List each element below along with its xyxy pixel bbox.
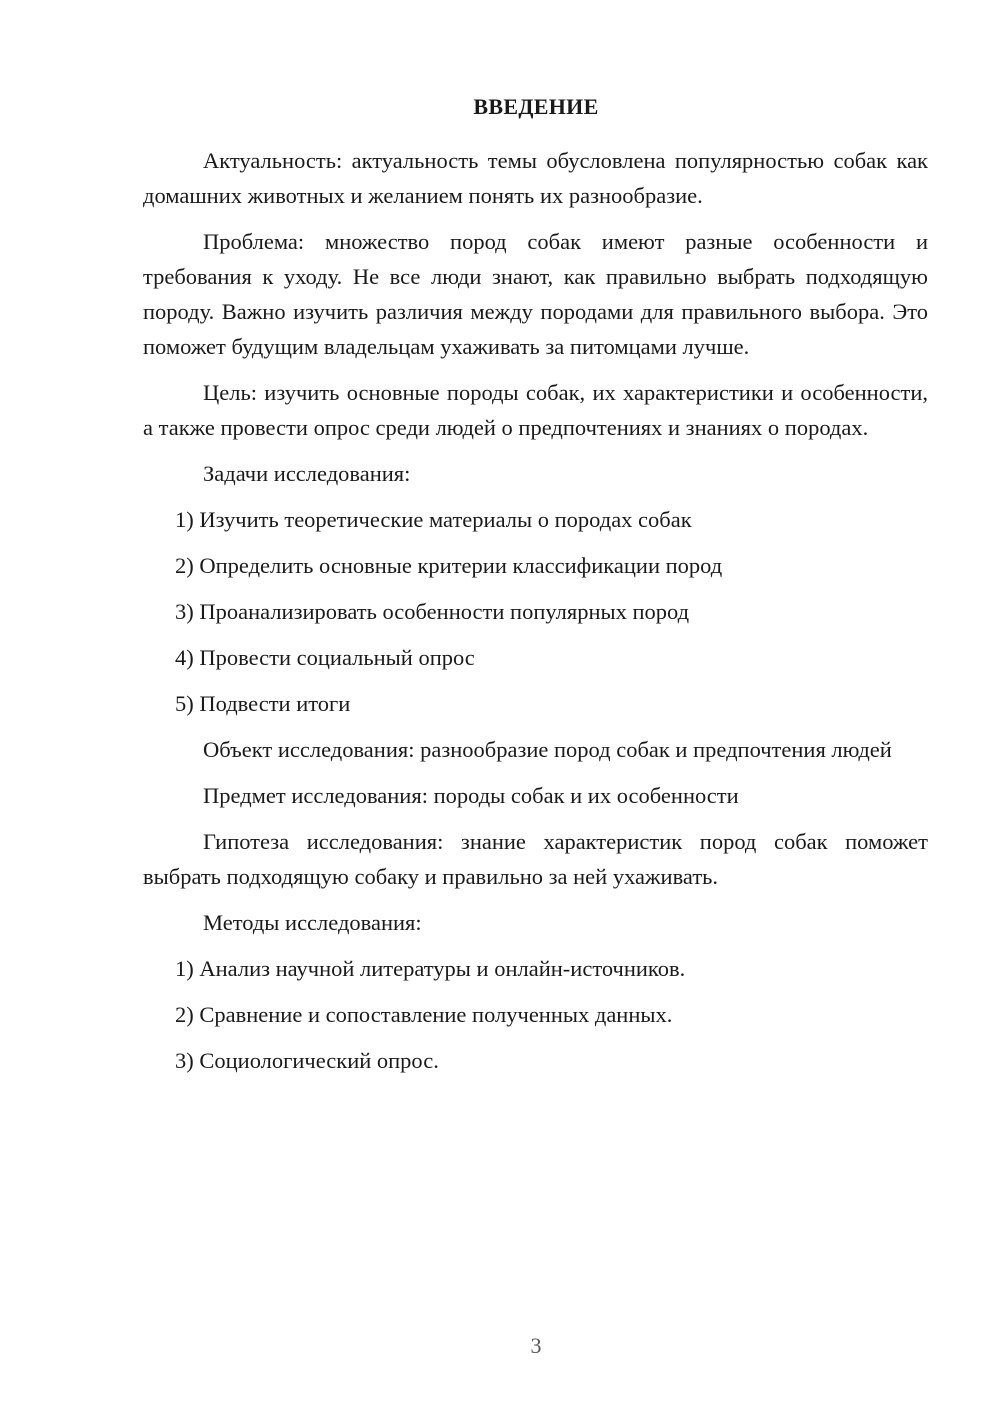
method-item: 2) Сравнение и сопоставление полученных данных. (175, 1002, 673, 1027)
goal-paragraph: Цель: изучить основные породы собак, их характеристики и особенности, а также провести опрос среди людей о предпочтениях и знаниях о породах. (143, 380, 928, 440)
task-item: 1) Изучить теоретические материалы о породах собак (175, 507, 692, 532)
methods-heading: Методы исследования: (203, 910, 422, 935)
relevance-paragraph: Актуальность: актуальность темы обусловлена популярностью собак как домашних животных и желанием понять их разнообразие. (143, 148, 928, 208)
tasks-heading: Задачи исследования: (203, 461, 411, 486)
hypothesis-paragraph: Гипотеза исследования: знание характеристик пород собак поможет выбрать подходящую собаку и правильно за ней ухаживать. (143, 829, 928, 889)
methods-list (143, 951, 928, 1078)
problem-paragraph: Проблема: множество пород собак имеют разные особенности и требования к уходу. Не все люди знают, как правильно выбрать подходящую породу. Важно изучить различия между породами для правильного выбора. Это поможет будущим владельцам ухаживать за питомцами лучше. (143, 229, 928, 359)
task-item: 5) Подвести итоги (175, 691, 351, 716)
object-paragraph: Объект исследования: разнообразие пород собак и предпочтения людей (203, 737, 892, 762)
page-title: ВВЕДЕНИЕ (473, 94, 599, 119)
page-number: 3 (530, 1333, 542, 1358)
subject-paragraph: Предмет исследования: породы собак и их особенности (203, 783, 739, 808)
tasks-list (143, 502, 928, 721)
document-body (143, 143, 928, 1089)
method-item: 3) Социологический опрос. (175, 1048, 439, 1073)
task-item: 4) Провести социальный опрос (175, 645, 475, 670)
method-item: 1) Анализ научной литературы и онлайн-источников. (175, 956, 686, 981)
task-item: 3) Проанализировать особенности популярных пород (175, 599, 690, 624)
task-item: 2) Определить основные критерии классификации пород (175, 553, 723, 578)
